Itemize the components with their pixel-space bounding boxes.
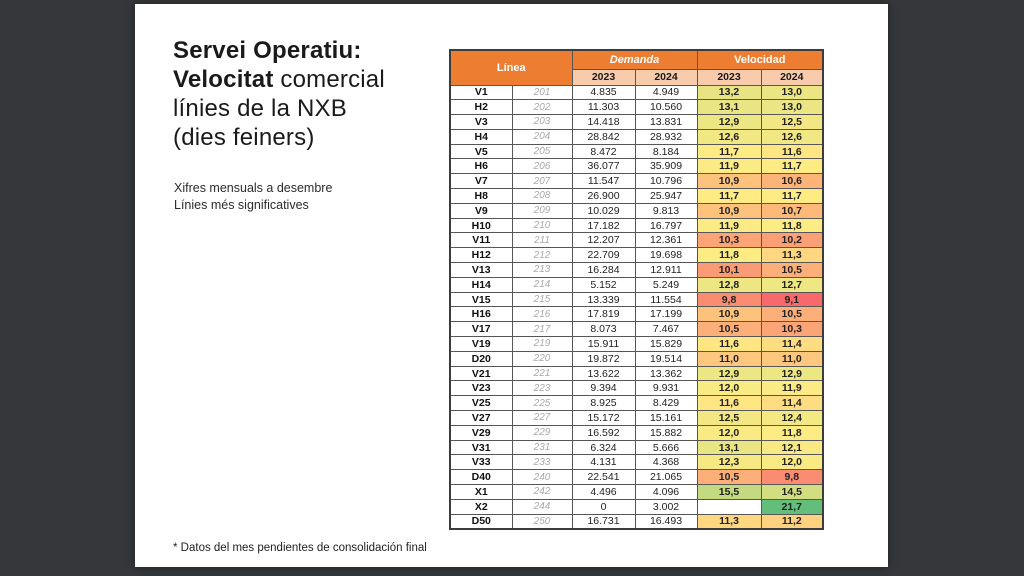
line-number-cell: 208	[512, 189, 572, 204]
demand-2023-cell: 16.592	[572, 425, 635, 440]
title-text-bold: Servei Operatiu:	[173, 37, 362, 64]
line-name-cell: H8	[450, 189, 512, 204]
demand-2023-cell: 16.731	[572, 514, 635, 529]
line-number-cell: 209	[512, 203, 572, 218]
velocity-2024-cell: 11,9	[761, 381, 823, 396]
table-row	[450, 159, 823, 174]
velocity-2023-cell: 10,9	[697, 203, 761, 218]
line-name-cell: V23	[450, 381, 512, 396]
line-name-cell: H10	[450, 218, 512, 233]
demand-2024-cell: 25.947	[635, 189, 697, 204]
line-name-cell: V11	[450, 233, 512, 248]
line-number-cell: 207	[512, 174, 572, 189]
demand-2024-cell: 7.467	[635, 322, 697, 337]
line-number-cell: 202	[512, 100, 572, 115]
demand-2024-cell: 35.909	[635, 159, 697, 174]
line-number-cell: 205	[512, 144, 572, 159]
demand-2023-cell: 11.303	[572, 100, 635, 115]
demand-2023-cell: 28.842	[572, 129, 635, 144]
demand-2023-cell: 5.152	[572, 277, 635, 292]
line-name-cell: V29	[450, 425, 512, 440]
table-row	[450, 514, 823, 529]
line-number-cell: 244	[512, 499, 572, 514]
velocity-2024-cell: 13,0	[761, 85, 823, 100]
subtitle-line-2: Línies més significatives	[174, 197, 309, 212]
line-number-cell: 217	[512, 322, 572, 337]
demand-2024-cell: 15.882	[635, 425, 697, 440]
table-row	[450, 470, 823, 485]
line-name-cell: H4	[450, 129, 512, 144]
velocity-2024-cell: 12,7	[761, 277, 823, 292]
line-name-cell: V13	[450, 263, 512, 278]
demand-2023-cell: 16.284	[572, 263, 635, 278]
velocity-2023-cell: 12,5	[697, 411, 761, 426]
table-row	[450, 307, 823, 322]
demand-2023-cell: 15.911	[572, 337, 635, 352]
line-number-cell: 225	[512, 396, 572, 411]
velocity-2023-cell: 9,8	[697, 292, 761, 307]
line-number-cell: 210	[512, 218, 572, 233]
demand-2024-cell: 15.161	[635, 411, 697, 426]
line-name-cell: X1	[450, 485, 512, 500]
table-row	[450, 189, 823, 204]
line-number-cell: 233	[512, 455, 572, 470]
velocity-2024-cell: 14,5	[761, 485, 823, 500]
velocity-2023-cell: 12,9	[697, 366, 761, 381]
velocity-2023-cell: 11,8	[697, 248, 761, 263]
velocity-2024-cell: 12,9	[761, 366, 823, 381]
table-row	[450, 203, 823, 218]
table-row	[450, 100, 823, 115]
velocity-2024-cell: 10,6	[761, 174, 823, 189]
col-header-velocidad-2023: 2023	[697, 69, 761, 85]
demand-2023-cell: 4.496	[572, 485, 635, 500]
demand-2023-cell: 11.547	[572, 174, 635, 189]
line-name-cell: D20	[450, 351, 512, 366]
velocity-2023-cell: 10,5	[697, 470, 761, 485]
line-number-cell: 206	[512, 159, 572, 174]
demand-2023-cell: 12.207	[572, 233, 635, 248]
demand-2023-cell: 8.073	[572, 322, 635, 337]
table-row	[450, 263, 823, 278]
col-header-demanda: Demanda	[572, 50, 697, 69]
line-number-cell: 216	[512, 307, 572, 322]
col-header-velocidad-2024: 2024	[761, 69, 823, 85]
velocity-2023-cell: 12,9	[697, 115, 761, 130]
demand-2024-cell: 12.911	[635, 263, 697, 278]
line-name-cell: V15	[450, 292, 512, 307]
demand-2024-cell: 16.797	[635, 218, 697, 233]
table-row	[450, 144, 823, 159]
line-number-cell: 240	[512, 470, 572, 485]
velocity-2023-cell: 12,3	[697, 455, 761, 470]
line-number-cell: 214	[512, 277, 572, 292]
table-row	[450, 277, 823, 292]
line-name-cell: V17	[450, 322, 512, 337]
table-row	[450, 218, 823, 233]
line-name-cell: D50	[450, 514, 512, 529]
velocity-2023-cell: 10,1	[697, 263, 761, 278]
demand-2024-cell: 19.514	[635, 351, 697, 366]
velocity-2023-cell: 12,0	[697, 381, 761, 396]
demand-2023-cell: 0	[572, 499, 635, 514]
velocity-2023-cell: 13,1	[697, 100, 761, 115]
line-name-cell: V33	[450, 455, 512, 470]
velocity-2023-cell: 12,6	[697, 129, 761, 144]
slide	[135, 4, 888, 567]
demand-2023-cell: 26.900	[572, 189, 635, 204]
velocity-2024-cell: 10,3	[761, 322, 823, 337]
line-name-cell: V5	[450, 144, 512, 159]
demand-2024-cell: 4.949	[635, 85, 697, 100]
line-name-cell: V25	[450, 396, 512, 411]
demand-2023-cell: 15.172	[572, 411, 635, 426]
table-header-row-groups	[450, 50, 823, 69]
velocity-2023-cell: 10,3	[697, 233, 761, 248]
line-number-cell: 212	[512, 248, 572, 263]
demand-2024-cell: 3.002	[635, 499, 697, 514]
line-number-cell: 204	[512, 129, 572, 144]
subtitle-line-1: Xifres mensuals a desembre	[174, 181, 333, 195]
demand-2024-cell: 5.666	[635, 440, 697, 455]
table-row	[450, 366, 823, 381]
demand-2024-cell: 10.796	[635, 174, 697, 189]
velocity-2023-cell: 10,9	[697, 174, 761, 189]
velocity-2023-cell: 12,0	[697, 425, 761, 440]
velocity-2024-cell: 12,4	[761, 411, 823, 426]
line-name-cell: V21	[450, 366, 512, 381]
demand-2024-cell: 8.429	[635, 396, 697, 411]
velocity-2023-cell: 11,6	[697, 337, 761, 352]
velocity-2024-cell: 10,7	[761, 203, 823, 218]
table-row	[450, 396, 823, 411]
velocity-2024-cell: 9,8	[761, 470, 823, 485]
velocity-2023-cell: 11,7	[697, 144, 761, 159]
line-number-cell: 203	[512, 115, 572, 130]
demand-2024-cell: 16.493	[635, 514, 697, 529]
demand-2023-cell: 8.472	[572, 144, 635, 159]
demand-2023-cell: 13.622	[572, 366, 635, 381]
demand-2023-cell: 9.394	[572, 381, 635, 396]
line-number-cell: 223	[512, 381, 572, 396]
title-text: comercial	[273, 66, 385, 93]
table-row	[450, 485, 823, 500]
velocity-2024-cell: 11,0	[761, 351, 823, 366]
line-number-cell: 213	[512, 263, 572, 278]
line-number-cell: 221	[512, 366, 572, 381]
line-name-cell: H16	[450, 307, 512, 322]
demand-2023-cell: 10.029	[572, 203, 635, 218]
velocity-2023-cell: 11,6	[697, 396, 761, 411]
velocity-2023-cell: 10,9	[697, 307, 761, 322]
velocity-2024-cell: 13,0	[761, 100, 823, 115]
title-line-2	[173, 65, 453, 94]
velocity-2024-cell: 11,4	[761, 337, 823, 352]
line-name-cell: H12	[450, 248, 512, 263]
line-number-cell: 231	[512, 440, 572, 455]
velocity-2023-cell	[697, 499, 761, 514]
line-name-cell: V3	[450, 115, 512, 130]
velocity-2024-cell: 11,2	[761, 514, 823, 529]
demand-2023-cell: 22.709	[572, 248, 635, 263]
demand-2024-cell: 28.932	[635, 129, 697, 144]
demand-2023-cell: 36.077	[572, 159, 635, 174]
line-name-cell: H2	[450, 100, 512, 115]
demand-2024-cell: 15.829	[635, 337, 697, 352]
velocity-2023-cell: 11,0	[697, 351, 761, 366]
line-name-cell: X2	[450, 499, 512, 514]
demand-2024-cell: 21.065	[635, 470, 697, 485]
line-name-cell: V9	[450, 203, 512, 218]
velocity-2023-cell: 11,3	[697, 514, 761, 529]
line-name-cell: D40	[450, 470, 512, 485]
velocity-2023-cell: 13,2	[697, 85, 761, 100]
line-number-cell: 215	[512, 292, 572, 307]
velocity-2023-cell: 11,9	[697, 218, 761, 233]
data-table	[449, 49, 824, 530]
col-header-velocidad: Velocidad	[697, 50, 823, 69]
velocity-2024-cell: 11,3	[761, 248, 823, 263]
velocity-2024-cell: 11,6	[761, 144, 823, 159]
table-row	[450, 174, 823, 189]
table-row	[450, 411, 823, 426]
velocity-2023-cell: 12,8	[697, 277, 761, 292]
velocity-2024-cell: 9,1	[761, 292, 823, 307]
col-header-demanda-2024: 2024	[635, 69, 697, 85]
velocity-2023-cell: 11,9	[697, 159, 761, 174]
table-row	[450, 248, 823, 263]
table-row	[450, 115, 823, 130]
demand-2023-cell: 17.819	[572, 307, 635, 322]
velocity-2023-cell: 10,5	[697, 322, 761, 337]
line-name-cell: V31	[450, 440, 512, 455]
demand-2023-cell: 22.541	[572, 470, 635, 485]
demand-2024-cell: 19.698	[635, 248, 697, 263]
line-number-cell: 227	[512, 411, 572, 426]
demand-2024-cell: 4.096	[635, 485, 697, 500]
demand-2023-cell: 19.872	[572, 351, 635, 366]
velocity-2023-cell: 11,7	[697, 189, 761, 204]
demand-2024-cell: 4.368	[635, 455, 697, 470]
velocity-2024-cell: 11,7	[761, 159, 823, 174]
table-row	[450, 233, 823, 248]
table-row	[450, 425, 823, 440]
demand-2024-cell: 12.361	[635, 233, 697, 248]
velocity-2024-cell: 12,6	[761, 129, 823, 144]
footnote: * Datos del mes pendientes de consolidación final	[173, 542, 427, 554]
title-line-4: (dies feiners)	[173, 124, 315, 151]
table-row	[450, 129, 823, 144]
velocity-2024-cell: 10,2	[761, 233, 823, 248]
demand-2024-cell: 10.560	[635, 100, 697, 115]
table-row	[450, 440, 823, 455]
demand-2023-cell: 8.925	[572, 396, 635, 411]
velocity-2024-cell: 11,4	[761, 396, 823, 411]
title-line-3: línies de la NXB	[173, 95, 347, 122]
demand-2024-cell: 9.813	[635, 203, 697, 218]
demand-2023-cell: 17.182	[572, 218, 635, 233]
line-number-cell: 229	[512, 425, 572, 440]
line-number-cell: 242	[512, 485, 572, 500]
line-name-cell: V7	[450, 174, 512, 189]
table-row	[450, 292, 823, 307]
table-row	[450, 455, 823, 470]
velocity-2023-cell: 15,5	[697, 485, 761, 500]
table-row	[450, 381, 823, 396]
demand-2024-cell: 8.184	[635, 144, 697, 159]
velocity-2024-cell: 10,5	[761, 307, 823, 322]
table-row	[450, 351, 823, 366]
demand-2023-cell: 4.131	[572, 455, 635, 470]
velocity-2023-cell: 13,1	[697, 440, 761, 455]
line-number-cell: 220	[512, 351, 572, 366]
demand-2023-cell: 14.418	[572, 115, 635, 130]
line-name-cell: V1	[450, 85, 512, 100]
slide-title	[173, 36, 453, 152]
table-row	[450, 499, 823, 514]
col-header-linea: Línea	[450, 50, 572, 85]
slide-subtitle	[174, 180, 332, 213]
line-name-cell: V19	[450, 337, 512, 352]
line-name-cell: H6	[450, 159, 512, 174]
demand-2023-cell: 4.835	[572, 85, 635, 100]
line-name-cell: V27	[450, 411, 512, 426]
title-text-bold: Velocitat	[173, 66, 274, 93]
demand-2024-cell: 11.554	[635, 292, 697, 307]
velocity-2024-cell: 11,8	[761, 218, 823, 233]
line-number-cell: 219	[512, 337, 572, 352]
demand-2023-cell: 13.339	[572, 292, 635, 307]
demand-2024-cell: 17.199	[635, 307, 697, 322]
velocity-2024-cell: 21,7	[761, 499, 823, 514]
demand-2024-cell: 9.931	[635, 381, 697, 396]
velocity-2024-cell: 12,0	[761, 455, 823, 470]
velocity-2024-cell: 12,5	[761, 115, 823, 130]
demand-2024-cell: 13.362	[635, 366, 697, 381]
line-number-cell: 201	[512, 85, 572, 100]
velocity-2024-cell: 11,8	[761, 425, 823, 440]
table-row	[450, 337, 823, 352]
demand-2024-cell: 5.249	[635, 277, 697, 292]
table-row	[450, 322, 823, 337]
line-number-cell: 211	[512, 233, 572, 248]
col-header-demanda-2023: 2023	[572, 69, 635, 85]
velocity-2024-cell: 12,1	[761, 440, 823, 455]
demand-2023-cell: 6.324	[572, 440, 635, 455]
title-line-1	[173, 36, 453, 65]
velocity-2024-cell: 11,7	[761, 189, 823, 204]
velocity-2024-cell: 10,5	[761, 263, 823, 278]
demand-2024-cell: 13.831	[635, 115, 697, 130]
table-row	[450, 85, 823, 100]
line-name-cell: H14	[450, 277, 512, 292]
line-number-cell: 250	[512, 514, 572, 529]
